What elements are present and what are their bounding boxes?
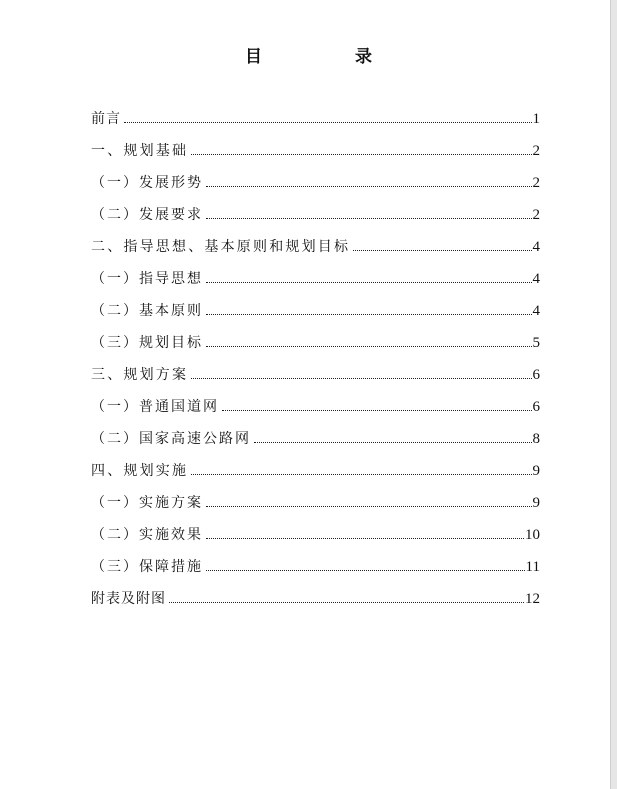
toc-entry-label: （二）基本原则 — [91, 303, 203, 319]
toc-entry[interactable] — [91, 137, 540, 169]
toc-entry-label: 二、指导思想、基本原则和规划目标 — [91, 239, 351, 255]
toc-entry-label: （一）发展形势 — [91, 175, 203, 191]
dot-leader — [206, 570, 525, 571]
toc-entry[interactable] — [91, 361, 540, 393]
dot-leader — [222, 410, 532, 411]
toc-entry-page: 11 — [525, 559, 540, 575]
toc-entry-label: 三、规划方案 — [91, 367, 189, 383]
toc-entry-page: 2 — [532, 207, 540, 223]
toc-entry-label: （三）保障措施 — [91, 559, 203, 575]
toc-entry-label: （三）规划目标 — [91, 335, 203, 351]
toc-entry-page: 6 — [532, 367, 540, 383]
toc-entry-label: 附表及附图 — [91, 591, 166, 607]
dot-leader — [124, 122, 532, 123]
toc-entry-label: 四、规划实施 — [91, 463, 189, 479]
toc-entry-page: 2 — [532, 143, 540, 159]
toc-entry[interactable] — [91, 265, 540, 297]
dot-leader — [206, 346, 532, 347]
toc-entry-page: 10 — [525, 527, 540, 543]
toc-entry[interactable] — [91, 329, 540, 361]
toc-entry[interactable] — [91, 585, 540, 617]
toc-entry[interactable] — [91, 425, 540, 457]
dot-leader — [353, 250, 531, 251]
toc-entry-page: 2 — [532, 175, 540, 191]
dot-leader — [169, 602, 524, 603]
toc-entry-page: 6 — [532, 399, 540, 415]
dot-leader — [191, 154, 531, 155]
toc-entry-page: 4 — [532, 239, 540, 255]
toc-entry-page: 4 — [532, 271, 540, 287]
toc-title: 目 录 — [245, 47, 410, 67]
dot-leader — [191, 378, 531, 379]
toc-entry[interactable] — [91, 233, 540, 265]
toc-entry-page: 12 — [525, 591, 540, 607]
toc-entry[interactable] — [91, 297, 540, 329]
toc-entry-label: 一、规划基础 — [91, 143, 189, 159]
toc-list — [91, 105, 540, 617]
toc-entry-page: 4 — [532, 303, 540, 319]
toc-entry-page: 1 — [532, 111, 540, 127]
toc-entry[interactable] — [91, 169, 540, 201]
toc-entry-page: 9 — [532, 495, 540, 511]
toc-entry-label: （二）国家高速公路网 — [91, 431, 251, 447]
dot-leader — [206, 186, 532, 187]
toc-entry-label: （一）实施方案 — [91, 495, 203, 511]
dot-leader — [191, 474, 531, 475]
toc-entry[interactable] — [91, 457, 540, 489]
dot-leader — [206, 538, 524, 539]
toc-entry[interactable] — [91, 201, 540, 233]
dot-leader — [206, 218, 532, 219]
toc-entry-label: （一）指导思想 — [91, 271, 203, 287]
toc-entry[interactable] — [91, 393, 540, 425]
toc-entry[interactable] — [91, 105, 540, 137]
toc-entry[interactable] — [91, 521, 540, 553]
toc-entry-label: （二）实施效果 — [91, 527, 203, 543]
toc-entry-page: 8 — [532, 431, 540, 447]
toc-entry-label: 前言 — [91, 111, 121, 127]
toc-entry-page: 9 — [532, 463, 540, 479]
toc-entry-label: （二）发展要求 — [91, 207, 203, 223]
dot-leader — [206, 282, 532, 283]
dot-leader — [206, 314, 532, 315]
toc-entry-label: （一）普通国道网 — [91, 399, 219, 415]
toc-entry[interactable] — [91, 489, 540, 521]
page-edge — [610, 0, 617, 789]
toc-entry-page: 5 — [532, 335, 540, 351]
dot-leader — [254, 442, 532, 443]
dot-leader — [206, 506, 532, 507]
toc-entry[interactable] — [91, 553, 540, 585]
